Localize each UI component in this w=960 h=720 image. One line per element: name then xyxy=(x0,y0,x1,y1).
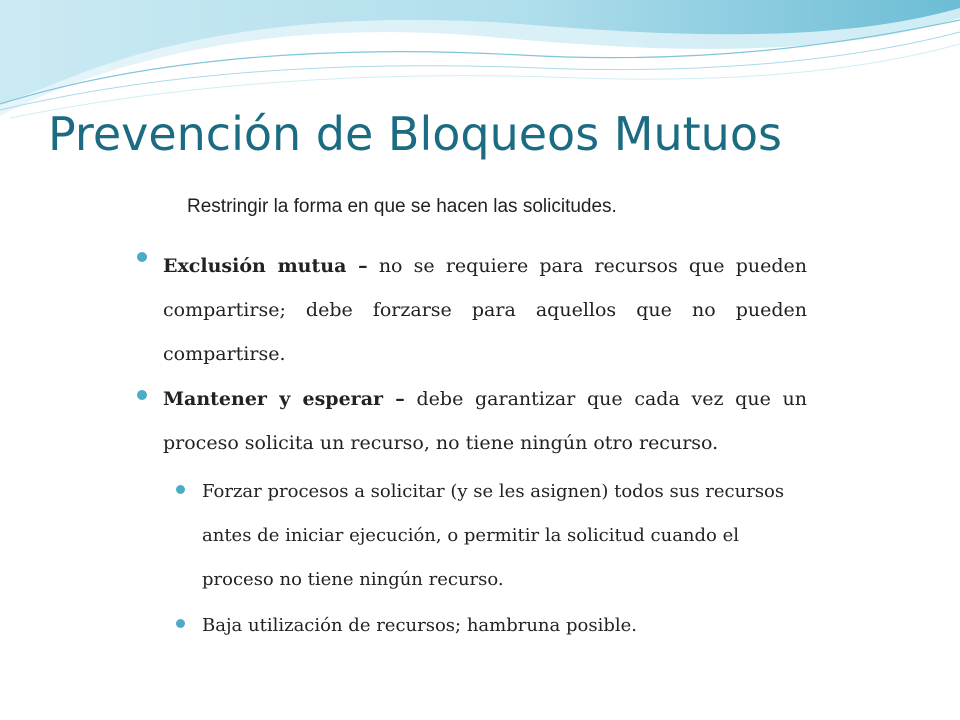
sub-bullet-dot-icon xyxy=(176,485,185,494)
sub-bullet-item: Forzar procesos a solicitar (y se les asignen) todos sus recursos antes de iniciar ejecución, o permitir la solicitud cuando el proceso no tiene ningún recurso. xyxy=(202,481,785,590)
bullet-label: Exclusión mutua – xyxy=(163,255,368,277)
bullet-label: Mantener y esperar – xyxy=(163,388,405,410)
sub-bullet-item: Baja utilización de recursos; hambruna posible. xyxy=(202,615,637,636)
slide-subtitle: Restringir la forma en que se hacen las solicitudes. xyxy=(187,196,617,217)
bullet-text: debe garantizar que cada vez que un proceso solicita un recurso, no tiene ningún otro recurso. xyxy=(163,388,807,454)
sub-bullet-dot-icon xyxy=(176,619,185,628)
slide-title: Prevención de Bloqueos Mutuos xyxy=(48,107,782,161)
bullet-item-hold-and-wait xyxy=(163,377,807,465)
bullet-dot-icon xyxy=(137,390,147,400)
bullet-dot-icon xyxy=(137,252,147,262)
bullet-item-exclusion xyxy=(163,244,807,376)
bullet-text: no se requiere para recursos que pueden compartirse; debe forzarse para aquellos que no pueden compartirse. xyxy=(163,255,807,365)
